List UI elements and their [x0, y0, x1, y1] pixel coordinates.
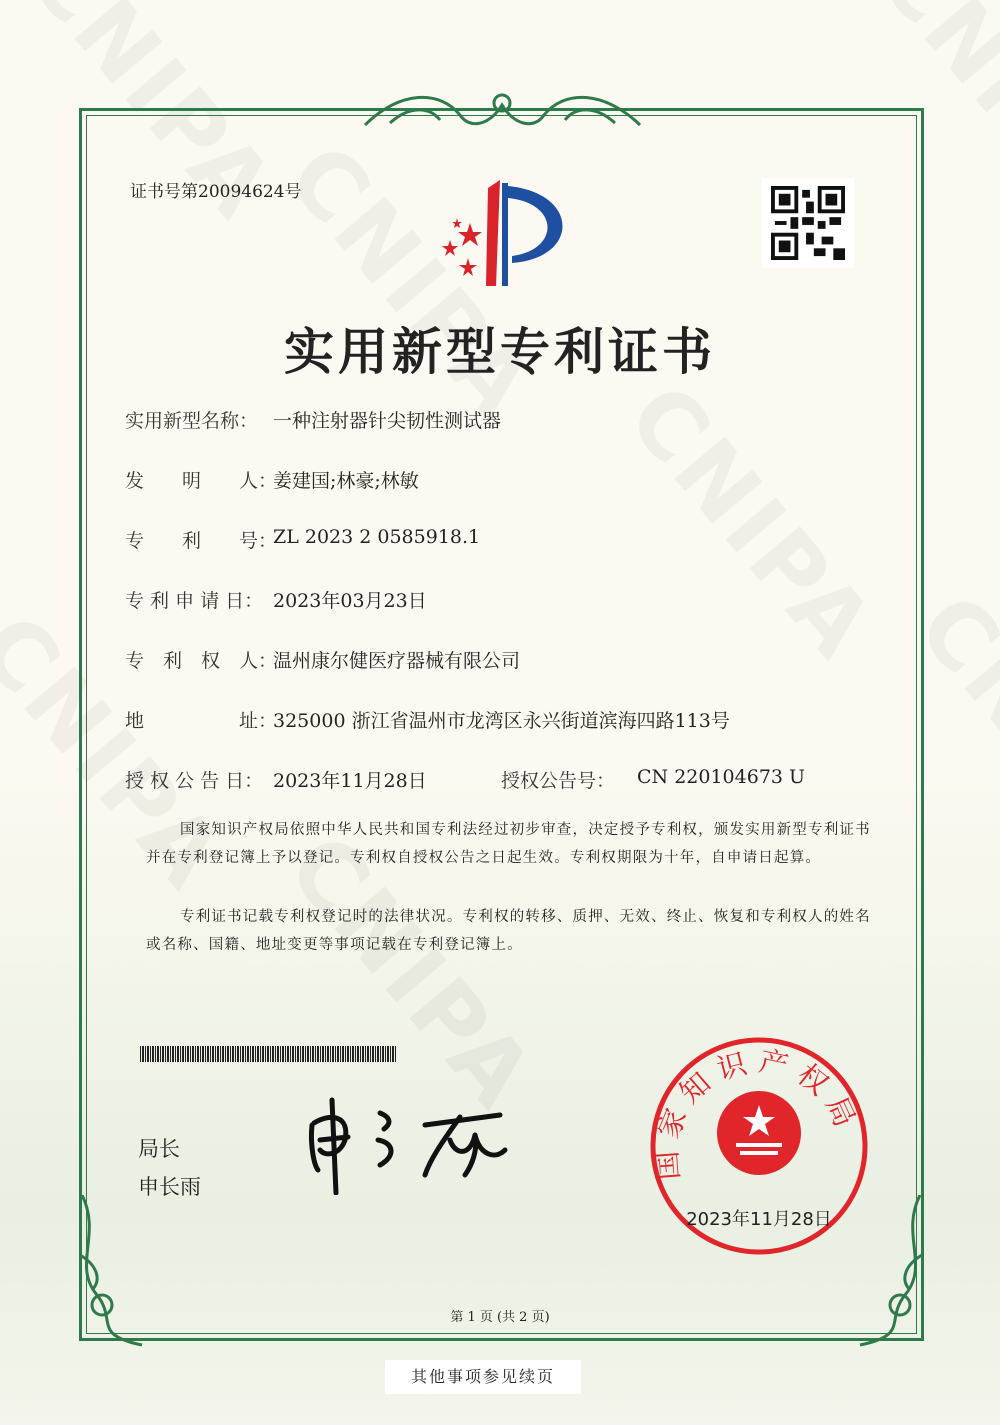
handwritten-signature	[300, 1095, 520, 1195]
field-value: 姜建国;林豪;林敏	[273, 470, 419, 492]
field-value: 2023年11月28日	[273, 770, 427, 792]
field-label: 地 址：	[125, 710, 278, 732]
field-value: 325000 浙江省温州市龙湾区永兴街道滨海四路113号	[273, 710, 730, 732]
field-value: 一种注射器针尖韧性测试器	[273, 410, 502, 432]
field-patent-number	[125, 526, 480, 553]
announcement-number-label: 授权公告号：	[501, 770, 616, 792]
announcement-number-value: CN 220104673 U	[637, 766, 806, 788]
continued-note: 其他事项参见续页	[385, 1360, 581, 1394]
statement-paragraph: 专利证书记载专利权登记时的法律状况。专利权的转移、质押、无效、终止、恢复和专利权人的姓名或名称、国籍、地址变更等事项记载在专利登记簿上。	[146, 909, 871, 953]
seal-date: 2023年11月28日	[686, 1209, 832, 1230]
barcode	[140, 1046, 396, 1062]
cnipa-logo	[430, 178, 575, 290]
page-indicator: 第 1 页 (共 2 页)	[450, 1310, 550, 1325]
certificate-number: 证书号第20094624号	[130, 182, 302, 202]
official-seal	[648, 1035, 870, 1257]
top-ornament	[360, 85, 645, 135]
field-application-date	[125, 586, 427, 613]
field-grant-date	[125, 766, 805, 793]
field-label: 专 利 号：	[125, 530, 278, 552]
qr-code[interactable]	[762, 178, 854, 268]
signatory-title: 局长	[138, 1137, 180, 1161]
field-label: 发 明 人：	[125, 470, 278, 492]
page-title: 实用新型专利证书	[284, 323, 716, 381]
field-value: ZL 2023 2 0585918.1	[273, 526, 481, 548]
field-label: 专 利 权 人：	[125, 650, 278, 672]
statement-paragraph: 国家知识产权局依照中华人民共和国专利法经过初步审查，决定授予专利权，颁发实用新型专利证书并在专利登记簿上予以登记。专利权自授权公告之日起生效。专利权期限为十年，自申请日起算。	[146, 822, 871, 866]
field-label: 实用新型名称：	[125, 410, 259, 432]
seal-org-text: 国家知识产权局	[648, 1043, 866, 1182]
field-value: 2023年03月23日	[273, 590, 427, 612]
field-address	[125, 706, 730, 733]
field-value: 温州康尔健医疗器械有限公司	[273, 650, 521, 672]
field-utility-model-name	[125, 406, 501, 433]
field-inventors	[125, 466, 419, 493]
field-patentee	[125, 646, 520, 673]
field-label: 授 权 公 告 日：	[125, 770, 264, 792]
bottom-left-ornament	[72, 1195, 152, 1350]
field-label: 专 利 申 请 日：	[125, 590, 264, 612]
signatory-name: 申长雨	[138, 1175, 201, 1199]
